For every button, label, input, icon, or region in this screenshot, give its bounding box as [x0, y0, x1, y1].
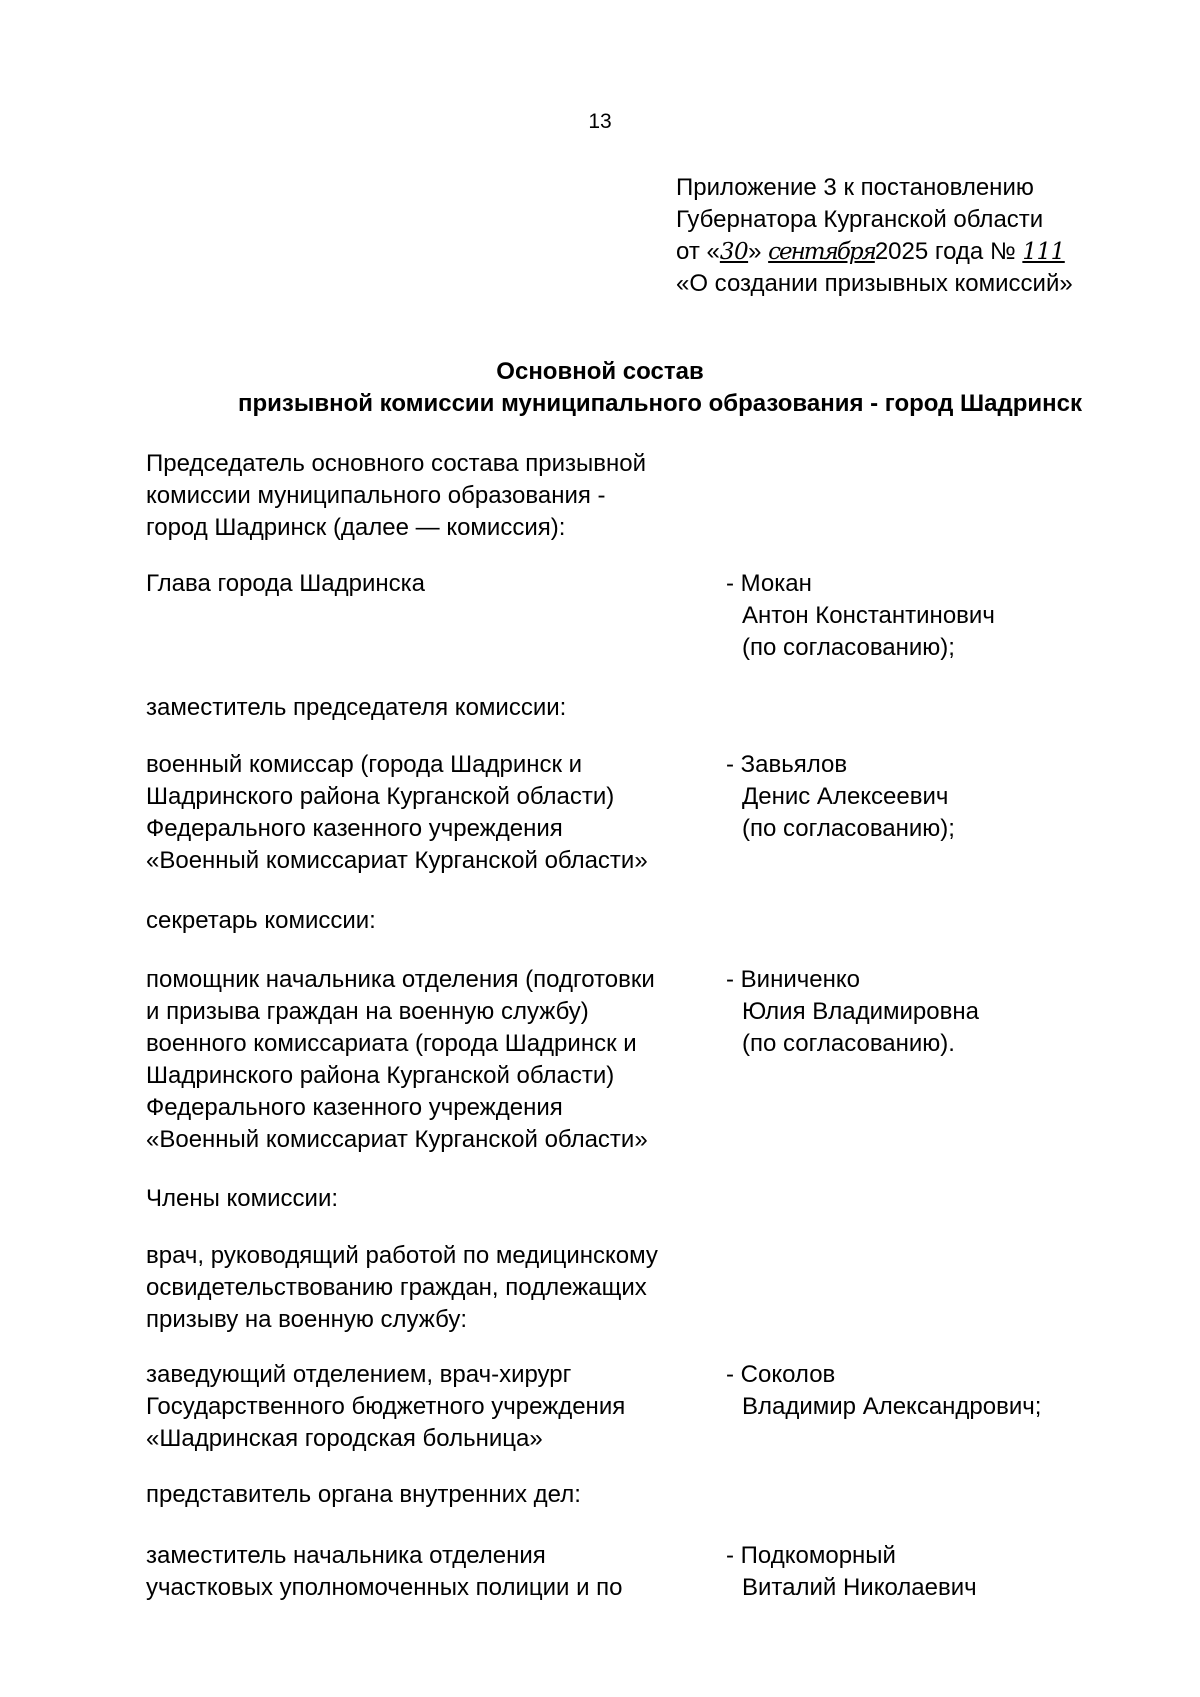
chairman-given-name: Антон Константинович — [742, 602, 995, 629]
deputy-heading — [146, 692, 716, 724]
police-name — [726, 1540, 1106, 1604]
handwritten-month: сентября — [768, 239, 875, 265]
secretary-position-line-1: помощник начальника отделения (подготовки — [146, 966, 655, 993]
deputy-name — [726, 749, 1106, 845]
appendix-date-quote: » — [748, 238, 762, 265]
appendix-line-3 — [676, 236, 1073, 268]
deputy-note: (по согласованию); — [742, 815, 955, 842]
secretary-surname: - Виниченко — [726, 966, 860, 993]
members-heading — [146, 1183, 716, 1215]
deputy-position-line-4: «Военный комиссариат Курганской области» — [146, 847, 648, 874]
secretary-name — [726, 964, 1106, 1060]
deputy-position-line-2: Шадринского района Курганской области) — [146, 783, 615, 810]
chairman-heading-line-3: город Шадринск (далее — комиссия): — [146, 514, 566, 541]
chairman-name — [726, 568, 1106, 664]
police-heading — [146, 1479, 716, 1511]
chairman-heading-line-1: Председатель основного состава призывной — [146, 450, 647, 477]
appendix-line-4: «О создании призывных комиссий» — [676, 270, 1073, 297]
secretary-position-line-5: Федерального казенного учреждения — [146, 1094, 563, 1121]
secretary-note: (по согласованию). — [742, 1030, 955, 1057]
doctor-name — [726, 1359, 1106, 1423]
doctor-position — [146, 1359, 716, 1455]
doctor-surname: - Соколов — [726, 1361, 836, 1388]
document-title — [0, 356, 1200, 420]
police-position-line-2: участковых уполномоченных полиции и по — [146, 1574, 623, 1601]
chairman-note: (по согласованию); — [742, 634, 955, 661]
police-position-line-1: заместитель начальника отделения — [146, 1542, 546, 1569]
secretary-position-line-6: «Военный комиссариат Курганской области» — [146, 1126, 648, 1153]
secretary-position — [146, 964, 716, 1156]
chairman-position — [146, 568, 716, 600]
chairman-heading-line-2: комиссии муниципального образования - — [146, 482, 606, 509]
title-line-1: Основной состав — [496, 358, 704, 385]
doctor-position-line-1: заведующий отделением, врач-хирург — [146, 1361, 572, 1388]
secretary-heading-line: секретарь комиссии: — [146, 907, 376, 934]
appendix-header — [676, 172, 1073, 300]
deputy-position-line-1: военный комиссар (города Шадринск и — [146, 751, 583, 778]
page-number: 13 — [588, 110, 612, 133]
chairman-heading — [146, 448, 716, 544]
doctor-heading — [146, 1240, 716, 1336]
appendix-line-2: Губернатора Курганской области — [676, 206, 1044, 233]
appendix-date-prefix: от « — [676, 238, 720, 265]
police-given-name: Виталий Николаевич — [742, 1574, 977, 1601]
secretary-given-name: Юлия Владимировна — [742, 998, 979, 1025]
police-surname: - Подкоморный — [726, 1542, 896, 1569]
deputy-surname: - Завьялов — [726, 751, 848, 778]
doctor-position-line-2: Государственного бюджетного учреждения — [146, 1393, 626, 1420]
title-line-2: призывной комиссии муниципального образования - город Шадринск — [238, 390, 1082, 417]
chairman-position-line: Глава города Шадринска — [146, 570, 425, 597]
secretary-position-line-4: Шадринского района Курганской области) — [146, 1062, 615, 1089]
members-heading-line: Члены комиссии: — [146, 1185, 339, 1212]
doctor-position-line-3: «Шадринская городская больница» — [146, 1425, 543, 1452]
appendix-year: 2025 года № — [874, 238, 1016, 265]
police-heading-line: представитель органа внутренних дел: — [146, 1481, 581, 1508]
deputy-position — [146, 749, 716, 877]
deputy-given-name: Денис Алексеевич — [742, 783, 949, 810]
police-position — [146, 1540, 716, 1604]
secretary-position-line-2: и призыва граждан на военную службу) — [146, 998, 589, 1025]
doctor-heading-line-2: освидетельствованию граждан, подлежащих — [146, 1274, 647, 1301]
secretary-heading — [146, 905, 716, 937]
deputy-heading-line: заместитель председателя комиссии: — [146, 694, 567, 721]
handwritten-day: 30 — [719, 239, 749, 265]
chairman-surname: - Мокан — [726, 570, 812, 597]
deputy-position-line-3: Федерального казенного учреждения — [146, 815, 563, 842]
doctor-heading-line-1: врач, руководящий работой по медицинскому — [146, 1242, 658, 1269]
doctor-given-name: Владимир Александрович; — [742, 1393, 1042, 1420]
doctor-heading-line-3: призыву на военную службу: — [146, 1306, 467, 1333]
secretary-position-line-3: военного комиссариата (города Шадринск и — [146, 1030, 637, 1057]
handwritten-number: 111 — [1022, 239, 1065, 265]
appendix-line-1: Приложение 3 к постановлению — [676, 174, 1034, 201]
